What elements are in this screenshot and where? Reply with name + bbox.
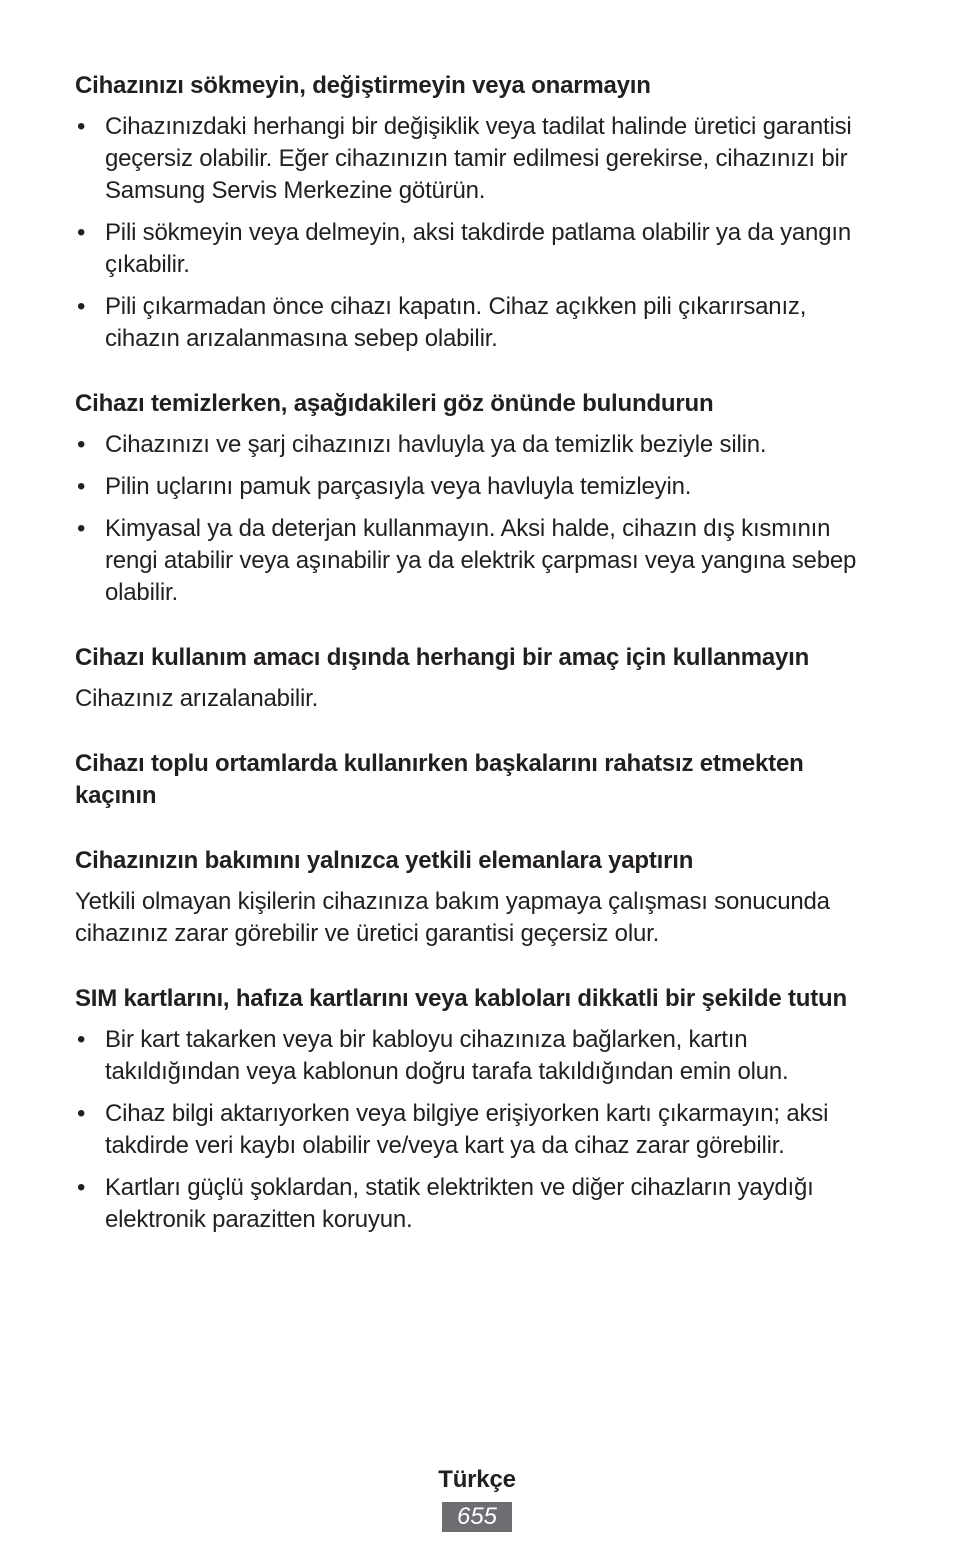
list-item-text: Pilin uçlarını pamuk parçasıyla veya havluyla temizleyin. [105,473,692,500]
list-item-text: Cihazınızdaki herhangi bir değişiklik veya tadilat halinde üretici garantisi geçersiz olabilir. Eğer cihazınızın tamir edilmesi gerekirse, cihazınızı bir Samsung Servis Merkezine götürün. [105,113,852,204]
section-text: Yetkili olmayan kişilerin cihazınıza bakım yapmaya çalışması sonucunda cihazınız zarar görebilir ve üretici garantisi geçersiz olur. [75,888,830,947]
bullet-icon: • [77,113,86,140]
section-heading: SIM kartlarını, hafıza kartlarını veya kabloları dikkatli bir şekilde tutun [75,985,847,1012]
section-heading: Cihazı kullanım amacı dışında herhangi bir amaç için kullanmayın [75,644,810,671]
list-item-text: Pili çıkarmadan önce cihazı kapatın. Cihaz açıkken pili çıkarırsanız, cihazın arızalanmasına sebep olabilir. [105,293,807,352]
section-intended-use [75,642,875,715]
list-item [75,429,875,461]
list-item-text: Cihazınızı ve şarj cihazınızı havluyla ya da temizlik beziyle silin. [105,431,767,458]
bullet-icon: • [77,219,86,246]
list-item-text: Bir kart takarken veya bir kabloyu cihazınıza bağlarken, kartın takıldığından veya kablonun doğru tarafa takıldığından emin olun. [105,1026,789,1085]
list-item [75,291,875,355]
section-heading: Cihazınızın bakımını yalnızca yetkili elemanlara yaptırın [75,847,694,874]
list-item [75,217,875,281]
list-item [75,471,875,503]
bullet-icon: • [77,515,86,542]
list-item-text: Kimyasal ya da deterjan kullanmayın. Aksi halde, cihazın dış kısmının rengi atabilir veya aşınabilir ya da elektrik çarpması veya yangına sebep olabilir. [105,515,857,606]
section-sim-cards [75,983,875,1236]
page-number: 655 [442,1502,512,1532]
bullet-icon: • [77,473,86,500]
bullet-list [75,1024,875,1236]
bullet-list [75,111,875,355]
bullet-list [75,429,875,609]
section-cleaning [75,388,875,609]
section-heading: Cihazınızı sökmeyin, değiştirmeyin veya onarmayın [75,72,651,99]
bullet-icon: • [77,1100,86,1127]
list-item [75,513,875,609]
list-item [75,1024,875,1088]
section-disassembly [75,70,875,355]
list-item [75,111,875,207]
list-item [75,1098,875,1162]
list-item-text: Pili sökmeyin veya delmeyin, aksi takdirde patlama olabilir ya da yangın çıkabilir. [105,219,851,278]
section-text: Cihazınız arızalanabilir. [75,685,319,712]
list-item [75,1172,875,1236]
bullet-icon: • [77,1174,86,1201]
footer-language: Türkçe [438,1466,516,1493]
list-item-text: Cihaz bilgi aktarıyorken veya bilgiye erişiyorken kartı çıkarmayın; aksi takdirde veri kaybı olabilir ve/veya kart ya da cihaz zarar görebilir. [105,1100,829,1159]
bullet-icon: • [77,431,86,458]
section-heading: Cihazı toplu ortamlarda kullanırken başkalarını rahatsız etmekten kaçının [75,750,804,809]
bullet-icon: • [77,293,86,320]
bullet-icon: • [77,1026,86,1053]
list-item-text: Kartları güçlü şoklardan, statik elektrikten ve diğer cihazların yaydığı elektronik parazitten koruyun. [105,1174,814,1233]
page-content [75,70,875,1269]
section-heading: Cihazı temizlerken, aşağıdakileri göz önünde bulundurun [75,390,714,417]
page-footer [0,1464,954,1532]
section-servicing [75,845,875,950]
section-public-places [75,748,875,812]
